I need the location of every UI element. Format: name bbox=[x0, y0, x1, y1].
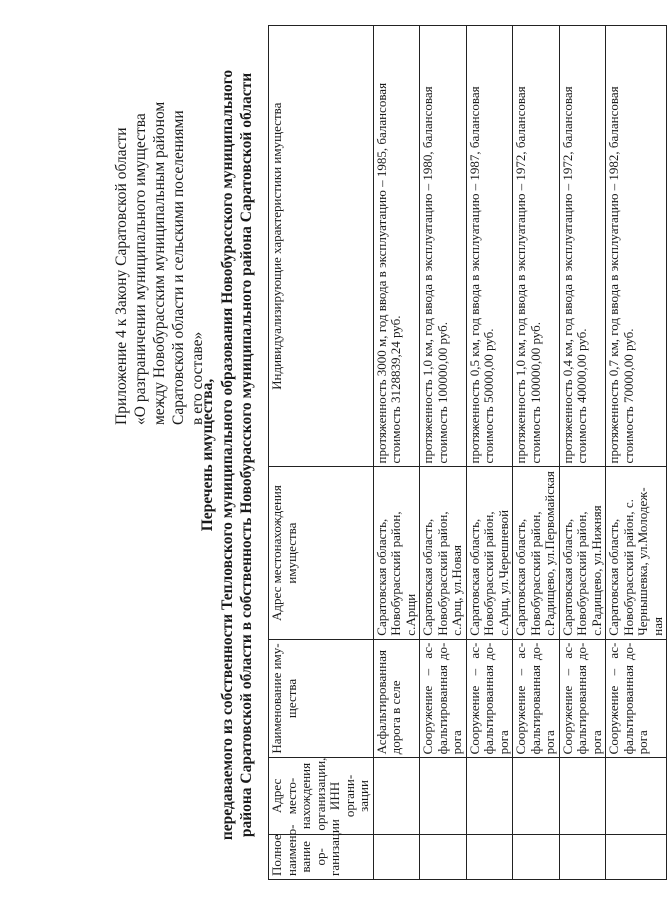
table-row bbox=[420, 26, 467, 880]
cell-org-name bbox=[513, 834, 560, 879]
cell-property-name: Сооружение – ас-фальтированная до-рога bbox=[513, 639, 560, 758]
cell-org-address bbox=[420, 758, 467, 834]
cell-property-address: Саратовская область, Новобурасский район, с. Чернышевка, ул.Молодеж-ная bbox=[606, 467, 667, 639]
annex-line: Приложение 4 к Закону Саратовской области bbox=[113, 127, 130, 425]
cell-org-name bbox=[559, 834, 606, 879]
table-row bbox=[373, 26, 420, 880]
table-header-row bbox=[269, 26, 374, 880]
cell-property-address: Саратовская область, Новобурасский район, с.Радищево, ул.Нижняя bbox=[559, 467, 606, 639]
property-table bbox=[268, 25, 667, 880]
heading-line: района Саратовской области в собственность Новобурасского муниципального района Саратовской области bbox=[238, 72, 255, 838]
annex-note bbox=[112, 55, 207, 425]
heading-title: Перечень имущества, bbox=[199, 378, 216, 532]
cell-property-name: Сооружение – ас-фальтированная до-рога bbox=[559, 639, 606, 758]
annex-line: Саратовской области и сельскими поселениями bbox=[170, 110, 187, 425]
table-row bbox=[606, 26, 667, 880]
cell-property-name: Сооружение – ас-фальтированная до-рога bbox=[420, 639, 467, 758]
header-property-name: Наименование иму-щества bbox=[269, 639, 374, 758]
header-org-name: Полное наимено-вание ор-ганизации bbox=[269, 834, 374, 879]
header-property-address: Адрес местонахождения имущества bbox=[269, 467, 374, 639]
cell-property-address: Саратовская область, Новобурасский район, с.Радищево, ул.Первомайская bbox=[513, 467, 560, 639]
cell-property-address: Саратовская область, Новобурасский район, с.Арщ, ул.Черешневой bbox=[466, 467, 513, 639]
annex-line: «О разграничении муниципального имущества bbox=[132, 113, 149, 425]
cell-org-address bbox=[513, 758, 560, 834]
cell-property-name: Асфальтированная дорога в селе bbox=[373, 639, 420, 758]
annex-line: между Новобурасским муниципальным районом bbox=[151, 101, 168, 425]
cell-characteristics: протяженность 0,7 км, год ввода в эксплуатацию – 1982, балансовая стоимость 70000,00 руб. bbox=[606, 26, 667, 467]
table-row bbox=[559, 26, 606, 880]
table-row bbox=[466, 26, 513, 880]
cell-org-address bbox=[606, 758, 667, 834]
heading-line: передаваемого из собственности Тепловского муниципального образования Новобурасского муниципального bbox=[218, 69, 236, 841]
cell-characteristics: протяженность 3000 м, год ввода в эксплуатацию – 1985, балансовая стоимость 3128839,24 руб. bbox=[373, 26, 420, 467]
header-org-address: Адрес место-нахождения организации, ИНН органи-зации bbox=[269, 758, 374, 834]
cell-property-name: Сооружение – ас-фальтированная до-рога bbox=[606, 639, 667, 758]
cell-org-address bbox=[466, 758, 513, 834]
document-heading bbox=[198, 45, 257, 865]
header-characteristics: Индивидуализирующие характеристики имущества bbox=[269, 26, 374, 467]
cell-org-address bbox=[373, 758, 420, 834]
cell-org-name bbox=[373, 834, 420, 879]
cell-property-address: Саратовская область, Новобурасский район, с.Арщи bbox=[373, 467, 420, 639]
cell-org-name bbox=[420, 834, 467, 879]
cell-characteristics: протяженность 1,0 км, год ввода в эксплуатацию – 1972, балансовая стоимость 100000,00 руб. bbox=[513, 26, 560, 467]
cell-characteristics: протяженность 0,5 км, год ввода в эксплуатацию – 1987, балансовая стоимость 50000,00 руб. bbox=[466, 26, 513, 467]
annex-line: в его составе» bbox=[189, 331, 206, 425]
cell-characteristics: протяженность 0,4 км, год ввода в эксплуатацию – 1972, балансовая стоимость 40000,00 руб. bbox=[559, 26, 606, 467]
table-row bbox=[513, 26, 560, 880]
cell-org-address bbox=[559, 758, 606, 834]
cell-property-address: Саратовская область, Новобурасский район, с.Арщ, ул.Новая bbox=[420, 467, 467, 639]
cell-org-name bbox=[466, 834, 513, 879]
cell-org-name bbox=[606, 834, 667, 879]
cell-characteristics: протяженность 1,0 км, год ввода в эксплуатацию – 1980, балансовая стоимость 100000,00 руб. bbox=[420, 26, 467, 467]
cell-property-name: Сооружение – ас-фальтированная до-рога bbox=[466, 639, 513, 758]
